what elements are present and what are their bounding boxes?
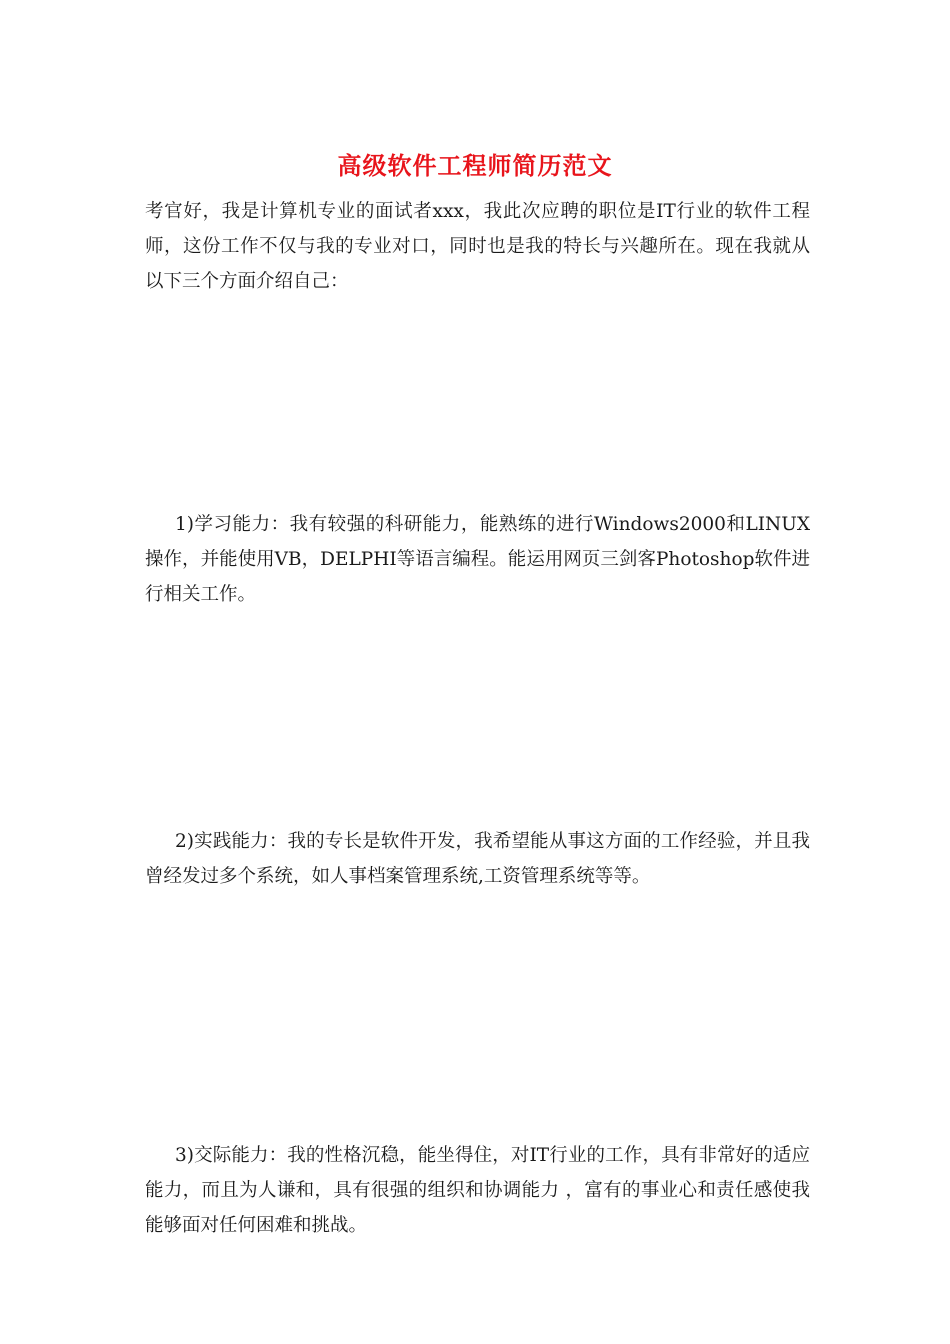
section-communication-ability: 3)交际能力：我的性格沉稳，能坐得住，对IT行业的工作，具有非常好的适应能力，而且为人谦和，具有很强的组织和协调能力 ，富有的事业心和责任感使我能够面对任何困难和挑战。 bbox=[145, 1145, 810, 1236]
section-learning-ability: 1)学习能力：我有较强的科研能力，能熟练的进行Windows2000和LINUX操作，并能使用VB，DELPHI等语言编程。能运用网页三剑客Photoshop软件进行相关工作。 bbox=[145, 514, 810, 605]
section-practical-ability: 2)实践能力：我的专长是软件开发，我希望能从事这方面的工作经验，并且我曾经发过多个系统，如人事档案管理系统,工资管理系统等等。 bbox=[145, 831, 810, 887]
intro-paragraph: 考官好，我是计算机专业的面试者xxx，我此次应聘的职位是IT行业的软件工程师，这份工作不仅与我的专业对口，同时也是我的特长与兴趣所在。现在我就从以下三个方面介绍自己： bbox=[145, 201, 810, 292]
page-title: 高级软件工程师简历范文 bbox=[337, 151, 613, 180]
